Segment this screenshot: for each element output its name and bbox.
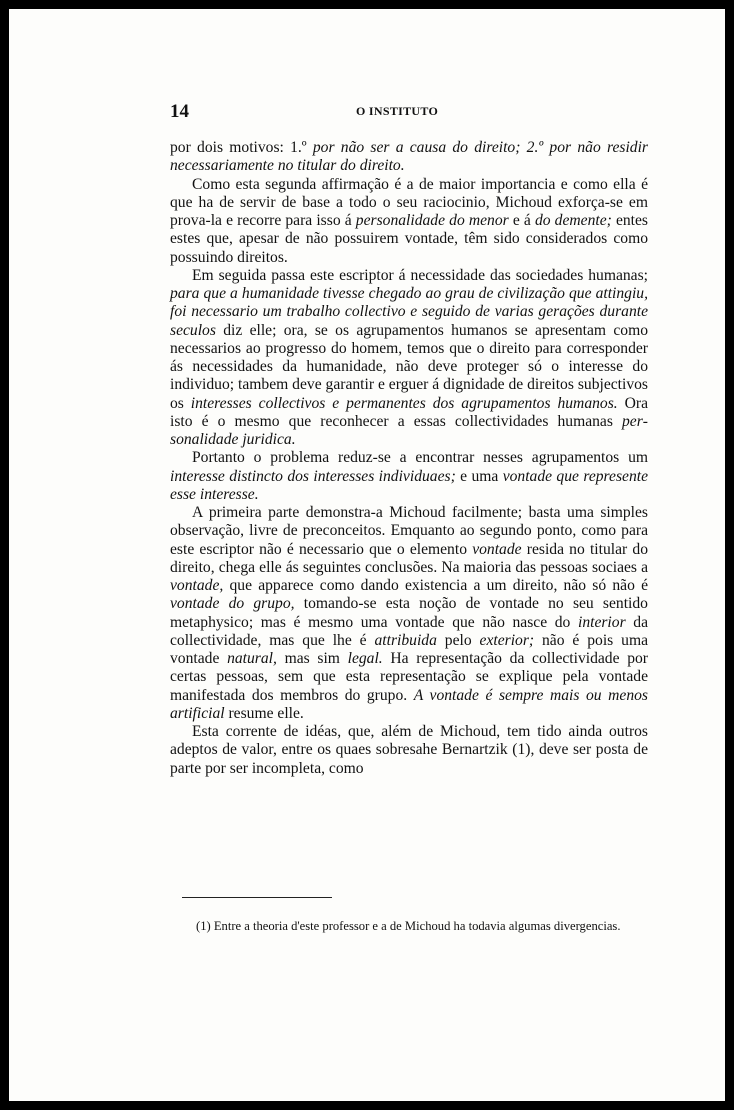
paragraph [170,139,648,176]
italic-run: attribuida [374,631,437,649]
text-run: Ora isto é o mesmo que reconhecer a essas collectividades humanas [170,394,648,430]
book-page [9,9,725,1101]
italic-run: interesse distincto dos interesses individuaes; [170,467,456,485]
italic-run: vontade que represente esse interesse. [170,467,648,503]
body-text [170,139,648,778]
text-run: pelo [436,631,480,649]
text-run: que apparece como dando existencia a um direito, não só não é [223,577,648,594]
text-run: e uma [455,467,503,485]
page-number: 14 [170,101,189,122]
italic-run: personalidade do menor [355,212,509,229]
italic-run: natural, [227,650,277,667]
text-run: mas sim [276,650,348,667]
italic-run: do demente; [534,212,612,229]
text-run: Como esta segunda affirmação é a de maior importancia e como ella é que ha de servir de base a todo o seu raciocinio, Michoud exforça-se em prova-la e recorre para isso á [170,175,648,229]
italic-run: vontade do grupo, [170,595,295,613]
text-run: Portanto o problema reduz-se a encontrar nesses agrupamentos um [192,449,648,467]
text-run: diz elle; ora, se os agrupamentos humanos se apresentam como necessarios ao progresso do homem, temos que o direito para corresponder ás necessidades da humanidade, não deve proteger só o interesse do individuo; tambem deve garantir e erguer á dignidade de direitos subjectivos os [170,321,648,412]
journal-title: O INSTITUTO [356,104,439,118]
paragraph [170,176,648,267]
italic-run: A vontade é sempre mais ou menos artificial [170,686,648,722]
italic-run: vontade [472,540,522,558]
italic-run: exterior; [479,631,535,649]
text-run: Em seguida passa este escriptor á necessidade das sociedades humanas; [192,266,648,284]
text-run: e á [508,212,535,229]
running-head [170,101,650,121]
italic-run: legal. [347,650,383,667]
paragraph [170,504,648,723]
footnote-text: (1) Entre a theoria d'este professor e a de Michoud ha todavia algumas divergencias. [196,919,621,933]
text-run: tomando-se esta noção de vontade no seu sentido metaphysico; mas é mesmo uma vontade que não nasce do [170,595,648,631]
footnote-rule [182,897,332,898]
italic-run: interesses collectivos e permanentes dos agrupamentos humanos. [190,394,618,412]
text-run: Esta corrente de idéas, que, além de Michoud, tem tido ainda outros adeptos de valor, entre os quaes sobresahe Bernartzik (1), deve ser posta de parte por ser incompleta, como [170,723,648,777]
text-run: entes estes que, apesar de não possuirem vontade, têm sido considerados como possuindo direitos. [170,212,648,266]
italic-run: interior [577,613,626,631]
text-run: Ha representação da collectividade por certas pessoas, sem que esta representação se explique pela vontade manifestada dos membros do grupo. [170,650,648,704]
paragraph [170,723,648,778]
text-run: resume elle. [224,704,304,722]
text-run: resida no titular do direito, chega elle ás seguintes conclusões. Na maioria das pessoas sociaes a [170,540,648,576]
text-run: A primeira parte demonstra-a Michoud facilmente; basta uma simples observação, livre de preconceitos. Emquanto ao segundo ponto, como para este escriptor não é necessario que o elemento [170,504,648,558]
italic-run: personalidade juridica. [170,412,648,448]
italic-run: por não ser a causa do direito; 2.º por não residir necessariamente no titular do direito. [170,139,648,175]
footnote [170,919,648,934]
italic-run: para que a humanidade tivesse chegado ao grau de civilização que attingiu, foi necessario um trabalho collectivo e seguido de varias gerações durante seculos [170,285,648,339]
paragraph [170,449,648,504]
text-run: da collectividade, mas que lhe é [170,613,648,649]
text-run: por dois motivos: 1.º [170,139,313,156]
italic-run: vontade, [170,577,224,594]
text-run: não é pois uma vontade [170,631,648,667]
paragraph [170,267,648,450]
